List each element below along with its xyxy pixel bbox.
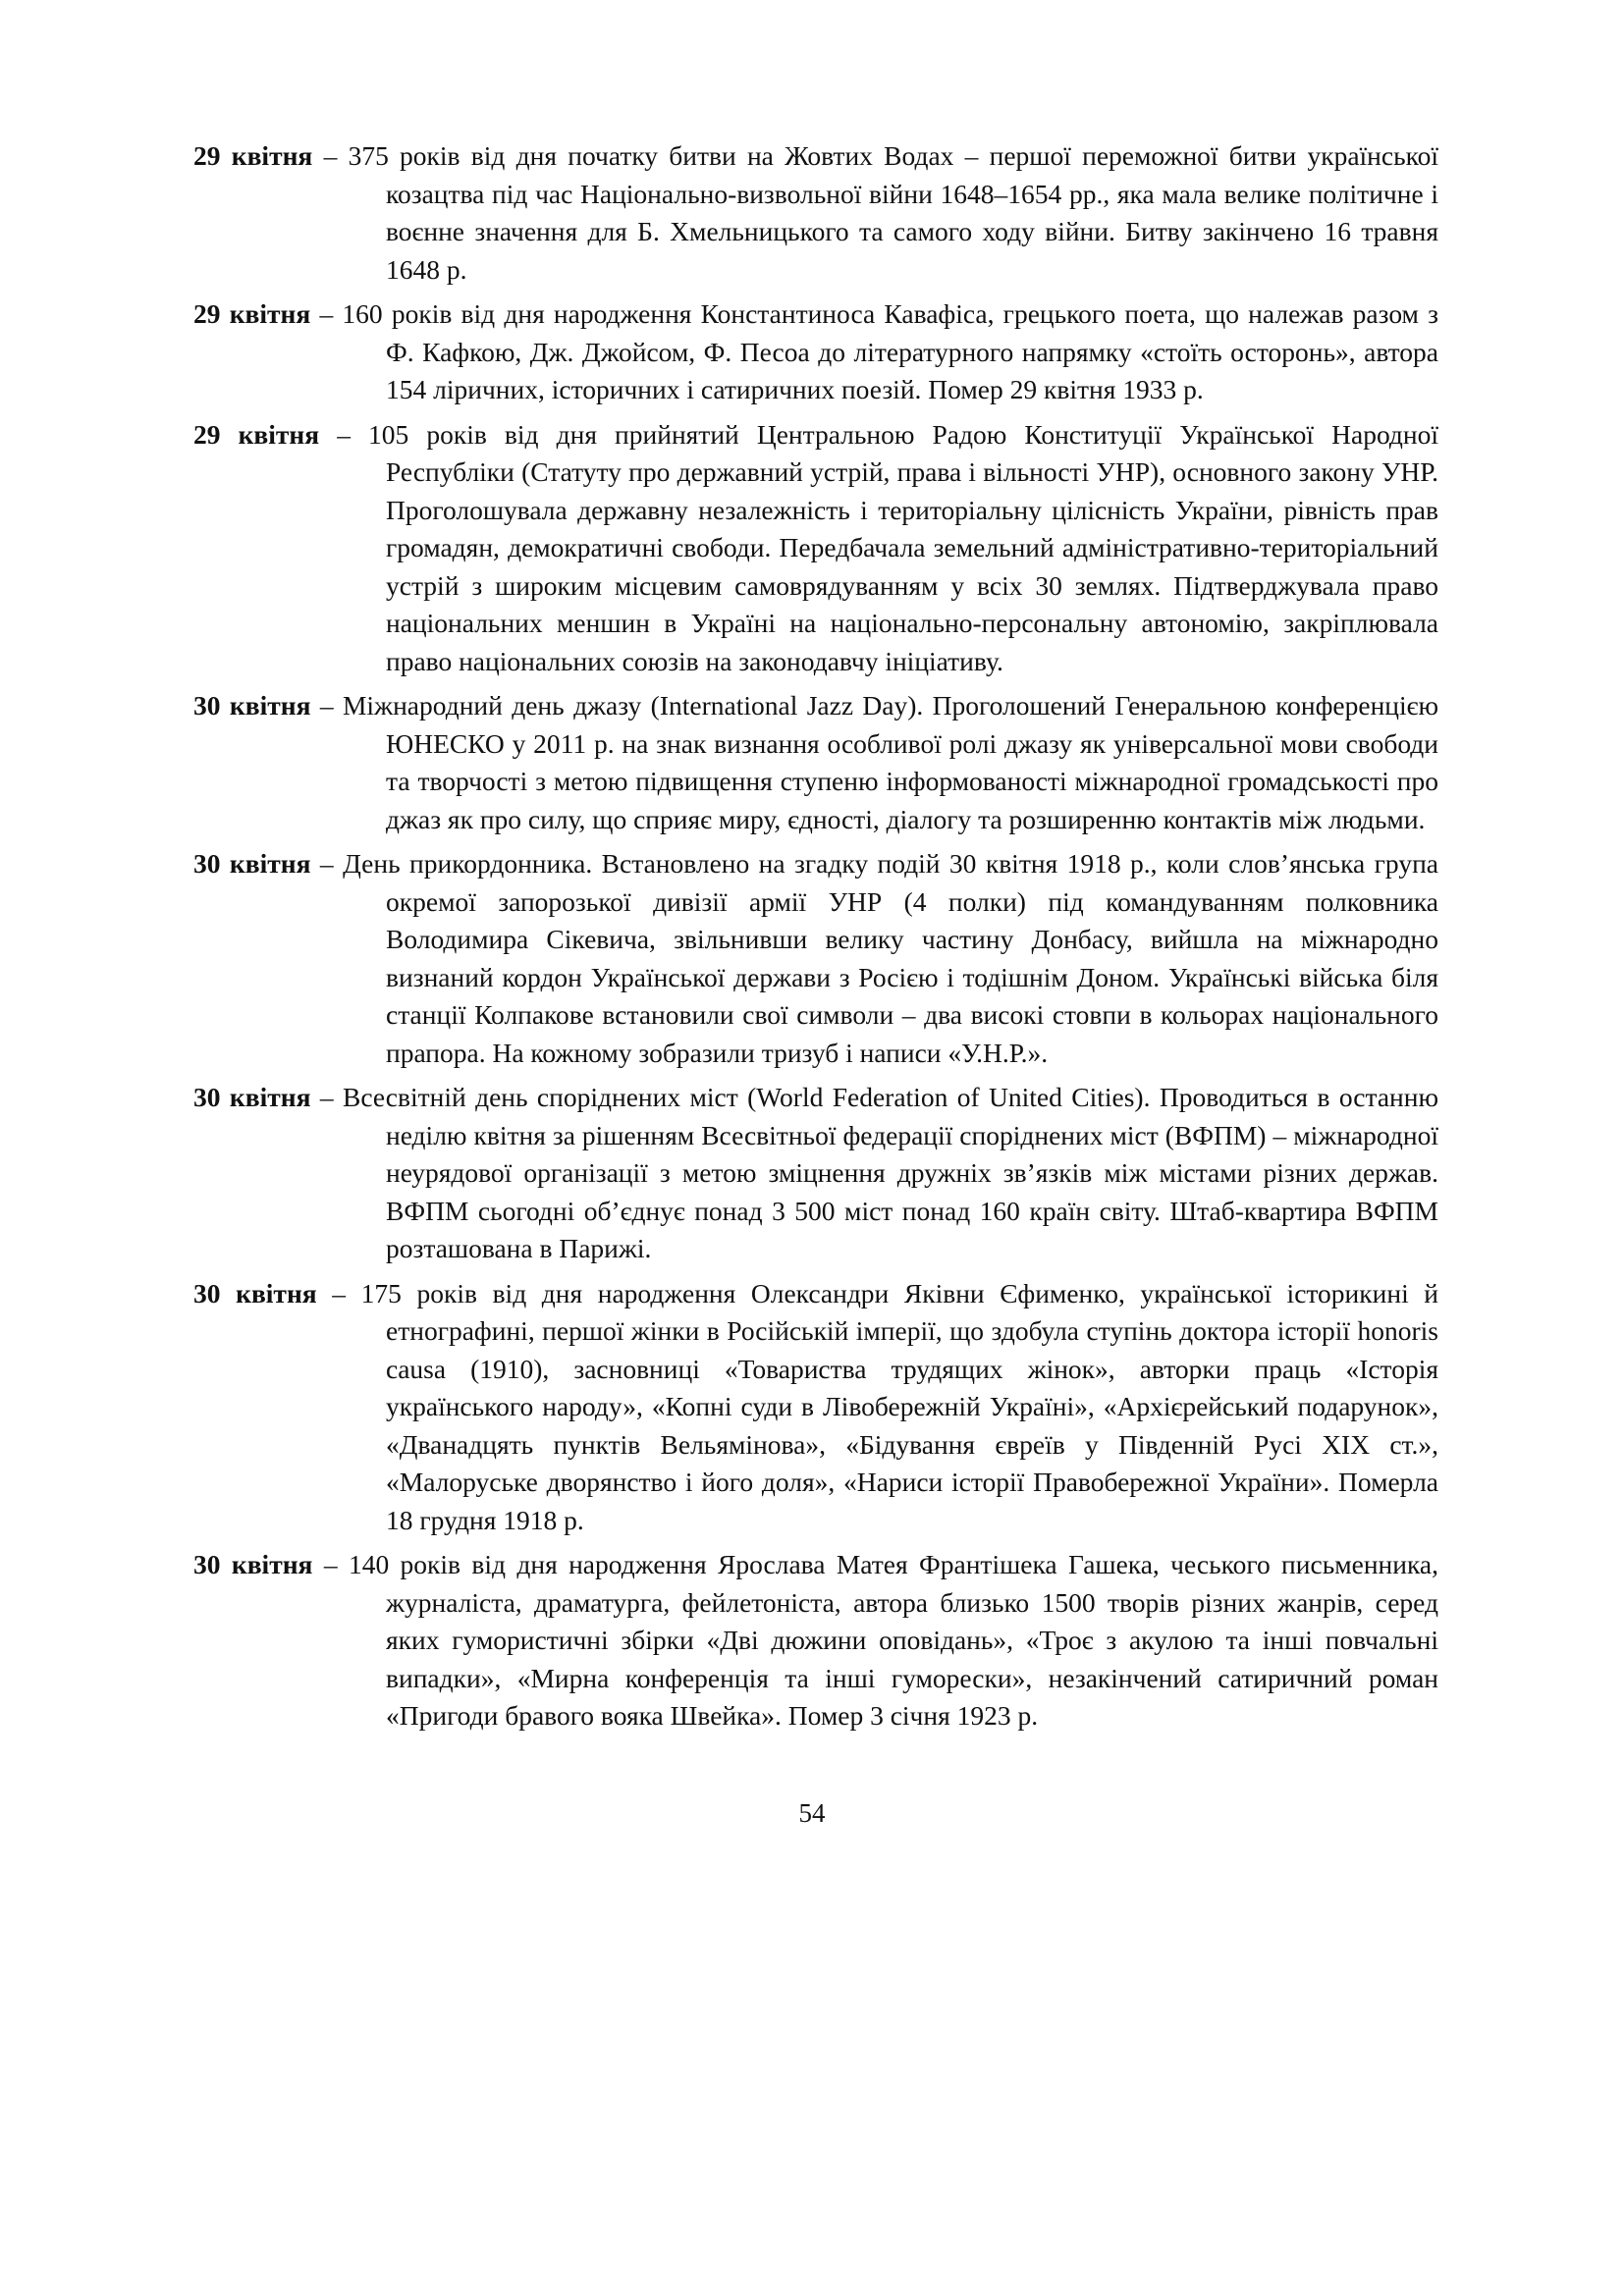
entry-dash: – (319, 298, 334, 329)
entry-paragraph (193, 416, 1438, 681)
entry-text: 160 років від дня народження Константиноса Кавафіса, грецького поета, що належав разом з Ф. Кафкою, Дж. Джойсом, Ф. Песоа до літературного напрямку «стоїть осторонь», автора 154 ліричних, історичних і сатиричних поезій. Помер 29 квітня 1933 р. (342, 298, 1439, 404)
entry-paragraph (193, 295, 1439, 409)
calendar-entry (193, 845, 1438, 1072)
entry-text: День прикордонника. Встановлено на згадку подій 30 квітня 1918 р., коли слов’янська група окремої запорозької дивізії армії УНР (4 полки) під командуванням полковника Володимира Сікевича, звільнивши велику частину Донбасу, вийшла на міжнародно визнаний кордон Української держави з Росією і тодішнім Доном. Українські війська біля станції Колпакове встановили свої символи – два високі стовпи в кольорах національного прапора. На кожному зобразили тризуб і написи «У.Н.Р.». (343, 848, 1438, 1068)
entry-dash: – (332, 1277, 347, 1308)
entry-dash: – (319, 690, 334, 721)
entry-dash: – (323, 1549, 338, 1579)
entry-date: 30 квітня (193, 690, 311, 721)
calendar-entry (193, 137, 1438, 289)
entry-text: 175 років від дня народження Олександри Яківни Єфименко, української історикині й етнографині, першої жінки в Російській імперії, що здобула ступінь доктора історії honoris causa (1910), засновниці «Товариства трудящих жінок», авторки праць «Історія українського народу», «Копні суди в Лівобережній Україні», «Архієрейський подарунок», «Дванадцять пунктів Вельямінова», «Бідування євреїв у Південній Русі XIX ст.», «Малоруське дворянство і його доля», «Нариси історії Правобережної України». Померла 18 грудня 1918 р. (360, 1277, 1439, 1535)
entry-date: 30 квітня (193, 1082, 311, 1112)
entry-dash: – (337, 418, 351, 450)
entry-date: 29 квітня (193, 418, 320, 450)
entry-date: 30 квітня (193, 1549, 313, 1579)
entry-paragraph (193, 137, 1438, 289)
entry-date: 29 квітня (193, 140, 313, 171)
entry-dash: – (319, 1082, 334, 1112)
entry-paragraph (193, 845, 1438, 1072)
calendar-entries (193, 137, 1438, 1742)
entry-text: Міжнародний день джазу (International Jazz Day). Проголошений Генеральною конференцією ЮНЕСКО у 2011 р. на знак визнання особливої ролі джазу як універсальної мови свободи та творчості з метою підвищення ступеню інформованості міжнародної громадськості про джаз як про силу, що сприяє миру, єдності, діалогу та розширенню контактів між людьми. (342, 690, 1438, 834)
calendar-entry (193, 1079, 1438, 1268)
entry-date: 29 квітня (193, 298, 311, 329)
entry-paragraph (193, 1079, 1439, 1268)
entry-paragraph (193, 687, 1438, 838)
entry-dash: – (323, 140, 338, 171)
calendar-entry (193, 1546, 1438, 1735)
page-number: 54 (798, 1798, 826, 1828)
entry-text: Всесвітній день споріднених міст (World Federation of United Cities). Проводиться в останню неділю квітня за рішенням Всесвітньої федерації споріднених міст (ВФПМ) – міжнародної неурядової організації з метою зміцнення дружніх зв’язків між містами різних держав. ВФПМ сьогодні об’єднує понад 3 500 міст понад 160 країн світу. Штаб-квартира ВФПМ розташована в Парижі. (343, 1082, 1439, 1263)
entry-date: 30 квітня (193, 848, 311, 879)
calendar-entry (193, 295, 1438, 409)
entry-text: 105 років від дня прийнятий Центральною Радою Конституції Української Народної Республіки (Статуту про державний устрій, права і вільності УНР), основного закону УНР. Проголошувала державну незалежність і територіальну цілісність України, рівність прав громадян, демократичні свободи. Передбачала земельний адміністративно-територіальний устрій з широким місцевим самоврядуванням у всіх 30 землях. Підтверджувала право національних меншин в Україні на національно-персональну автономію, закріплювала право національних союзів на законодавчу ініціативу. (368, 418, 1438, 676)
entry-text: 140 років від дня народження Ярослава Матея Франтішека Гашека, чеського письменника, журналіста, драматурга, фейлетоніста, автора близько 1500 творів різних жанрів, серед яких гумористичні збірки «Дві дюжини оповідань», «Троє з акулою та інші повчальні випадки», «Мирна конференція та інші гуморески», незакінчений сатиричний роман «Пригоди бравого вояка Швейка». Помер 3 січня 1923 р. (348, 1549, 1439, 1731)
entry-dash: – (319, 848, 334, 879)
calendar-entry (193, 687, 1438, 838)
entry-paragraph (193, 1275, 1439, 1540)
calendar-entry (193, 416, 1438, 681)
entry-paragraph (193, 1546, 1439, 1735)
entry-date: 30 квітня (193, 1277, 317, 1308)
calendar-entry (193, 1275, 1438, 1540)
entry-text: 375 років від дня початку битви на Жовтих Водах – першої переможної битви української козацтва під час Національно-визвольної війни 1648–1654 рр., яка мала велике політичне і воєнне значення для Б. Хмельницького та самого ходу війни. Битву закінчено 16 травня 1648 р. (348, 140, 1438, 285)
